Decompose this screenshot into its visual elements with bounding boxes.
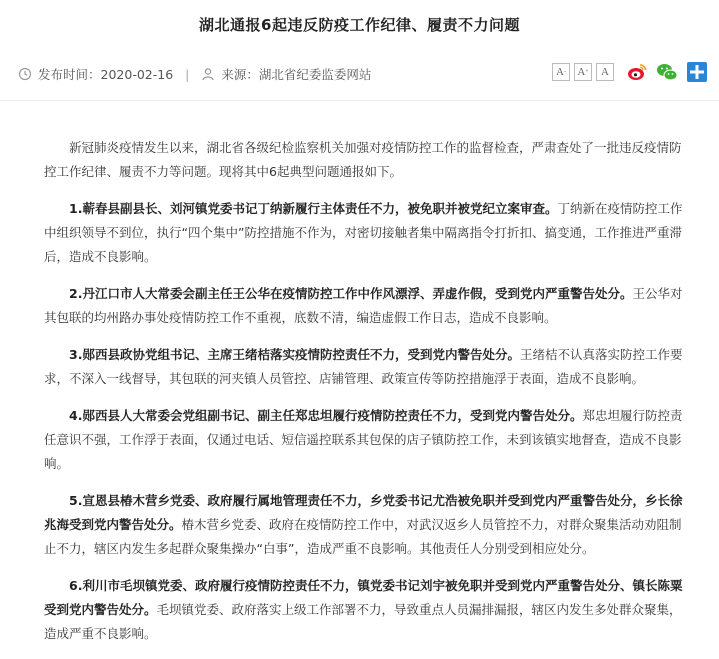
item-text: 椿木营乡党委、政府在疫情防控工作中，对武汉返乡人员管控不力，对群众聚集活动劝阻制止不力，辖区内发生多起群众聚集操办“白事”，造成严重不良影响。其他责任人分别受到相应处分。 bbox=[44, 517, 682, 556]
publish-date: 2020-02-16 bbox=[100, 66, 174, 82]
plus-icon[interactable] bbox=[686, 61, 708, 83]
list-item bbox=[44, 404, 692, 476]
item-text: 毛坝镇党委、政府落实上级工作部署不力，导致重点人员漏排漏报，辖区内发生多处群众聚集，造成严重不良影响。 bbox=[44, 602, 682, 641]
article-body bbox=[44, 136, 692, 659]
person-icon bbox=[201, 67, 215, 81]
item-heading: 2.丹江口市人大常委会副主任王公华在疫情防控工作中作风漂浮、弄虚作假，受到党内严重警告处分。 bbox=[69, 286, 633, 301]
item-heading: 6.利川市毛坝镇党委、政府履行疫情防控责任不力，镇党委书记刘宇被免职并受到党内严重警告处分、镇长陈粟受到党内警告处分。 bbox=[44, 578, 683, 617]
wechat-icon[interactable] bbox=[656, 61, 678, 83]
item-heading: 1.蕲春县副县长、刘河镇党委书记丁纳新履行主体责任不力，被免职并被党纪立案审查。 bbox=[69, 201, 558, 216]
source-label: 来源： bbox=[221, 67, 259, 82]
item-heading: 5.宣恩县椿木营乡党委、政府履行属地管理责任不力，乡党委书记尤浩被免职并受到党内严重警告处分，乡长徐兆海受到党内警告处分。 bbox=[44, 493, 683, 532]
item-text: 郑忠坦履行防控责任意识不强，工作浮于表面，仅通过电话、短信遥控联系其包保的店子镇防控工作，未到该镇实地督查，造成不良影响。 bbox=[44, 408, 683, 471]
list-item bbox=[44, 282, 692, 330]
item-heading: 4.郧西县人大常委会党组副书记、副主任郑忠坦履行疫情防控责任不力，受到党内警告处分。 bbox=[69, 408, 583, 423]
article-title: 湖北通报6起违反防疫工作纪律、履责不力问题 bbox=[199, 16, 520, 34]
item-text: 王绪桔不认真落实防控工作要求，不深入一线督导，其包联的河夹镇人员管控、店铺管理、政策宣传等防控措施浮于表面，造成不良影响。 bbox=[44, 347, 683, 386]
list-item bbox=[44, 574, 692, 646]
item-heading: 3.郧西县政协党组书记、主席王绪桔落实疫情防控责任不力，受到党内警告处分。 bbox=[69, 347, 520, 362]
weibo-icon[interactable] bbox=[626, 61, 648, 83]
clock-icon bbox=[18, 67, 32, 81]
font-large-button[interactable]: A + bbox=[574, 63, 592, 81]
list-item bbox=[44, 197, 692, 269]
source-name: 湖北省纪委监委网站 bbox=[258, 67, 372, 82]
article-tools bbox=[552, 61, 708, 83]
list-item bbox=[44, 343, 692, 391]
font-small-button[interactable]: A - bbox=[552, 63, 570, 81]
item-text: 王公华对其包联的均州路办事处疫情防控工作不重视，底数不清，编造虚假工作日志，造成不良影响。 bbox=[44, 286, 683, 325]
header-divider bbox=[0, 100, 719, 101]
item-text: 丁纳新在疫情防控工作中组织领导不到位，执行“四个集中”防控措施不作为，对密切接触者集中隔离指令打折扣、搞变通，工作推进严重滞后，造成不良影响。 bbox=[44, 201, 683, 264]
list-item bbox=[44, 489, 692, 561]
article-meta bbox=[18, 64, 708, 84]
font-default-button[interactable]: A bbox=[596, 63, 614, 81]
intro-paragraph: 新冠肺炎疫情发生以来，湖北省各级纪检监察机关加强对疫情防控工作的监督检查，严肃查处了一批违反疫情防控工作纪律、履责不力等问题。现将其中6起典型问题通报如下。 bbox=[44, 140, 682, 179]
meta-separator: | bbox=[185, 66, 190, 82]
publish-label: 发布时间： bbox=[38, 67, 101, 82]
